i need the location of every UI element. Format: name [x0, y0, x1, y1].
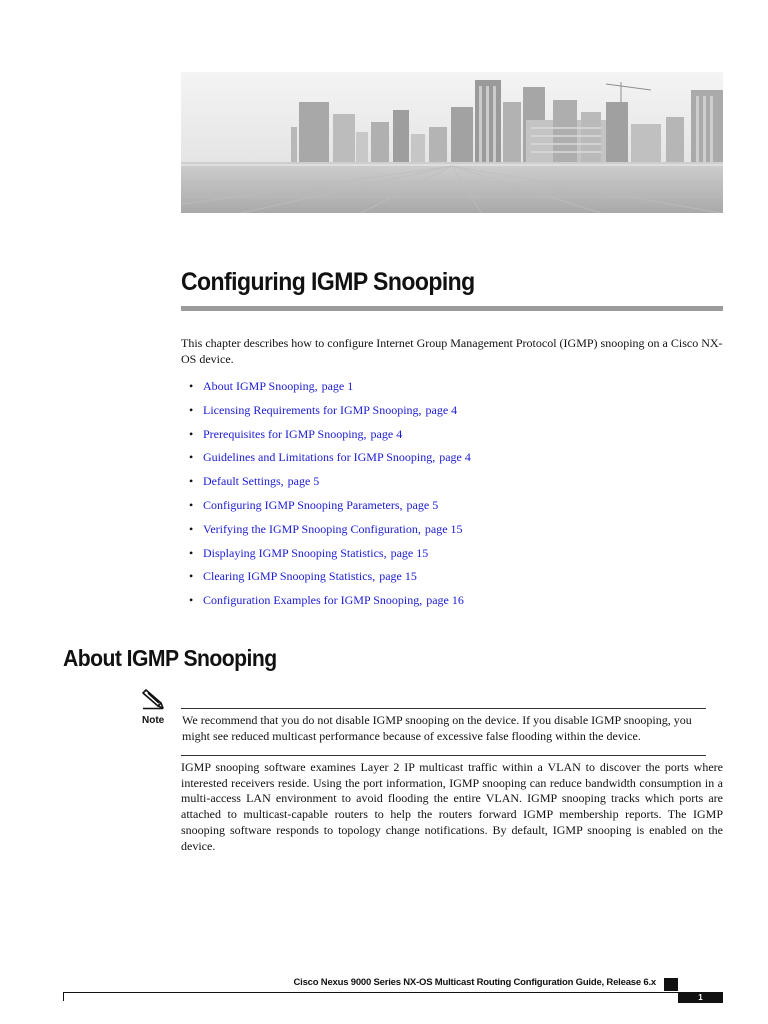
chapter-intro: This chapter describes how to configure Internet Group Management Protocol (IGMP) snooping on a Cisco NX-OS device. — [181, 336, 723, 366]
toc-link-about-igmp-snooping[interactable]: About IGMP Snooping, page 1 — [203, 379, 354, 393]
toc-item — [189, 592, 471, 616]
bullet-icon: • — [189, 450, 194, 465]
bullet-icon: • — [189, 521, 194, 536]
footer-tick — [63, 992, 64, 1001]
toc-link-guidelines-and-limitations[interactable]: Guidelines and Limitations for IGMP Snooping, page 4 — [203, 450, 471, 465]
bullet-icon: • — [189, 402, 194, 417]
note-bottom-divider — [181, 755, 706, 756]
toc-item — [189, 568, 471, 592]
note-top-divider — [181, 708, 706, 709]
section-body-paragraph: IGMP snooping software examines Layer 2 IP multicast traffic within a VLAN to discover the ports where interested receivers reside. Using the port information, IGMP snooping can reduce bandwidth consumption in a multi-access LAN environment to avoid flooding the entire VLAN. IGMP snooping tracks which ports are attached to multicast-capable routers to help the routers forward IGMP membership reports. The IGMP snooping software responds to topology change notifications. By default, IGMP snooping is enabled on the device. — [181, 760, 723, 853]
toc-link-configuration-examples[interactable]: Configuration Examples for IGMP Snooping, page 16 — [203, 593, 464, 608]
toc-item — [189, 378, 471, 402]
toc-item — [189, 497, 471, 521]
section-heading: About IGMP Snooping — [63, 645, 277, 671]
bullet-icon: • — [189, 497, 194, 512]
city-skyline-image — [181, 72, 723, 213]
bullet-icon: • — [189, 426, 194, 441]
bullet-icon: • — [189, 474, 194, 489]
chapter-title: Configuring IGMP Snooping — [181, 268, 475, 296]
toc-link-displaying-statistics[interactable]: Displaying IGMP Snooping Statistics, page 15 — [203, 545, 429, 560]
toc-link-default-settings[interactable]: Default Settings, page 5 — [203, 474, 320, 489]
footer-guide-title: Cisco Nexus 9000 Series NX-OS Multicast Routing Configuration Guide, Release 6.x — [293, 977, 656, 988]
note-label: Note — [142, 715, 165, 726]
footer-marker — [664, 978, 678, 991]
toc-item — [189, 521, 471, 545]
toc-item — [189, 402, 471, 426]
note-text: We recommend that you do not disable IGMP snooping on the device. If you disable IGMP snooping, you might see reduced multicast performance because of excessive false flooding within the device. — [182, 713, 692, 743]
footer-divider — [63, 992, 678, 993]
toc-link-configuring-parameters[interactable]: Configuring IGMP Snooping Parameters, page 5 — [203, 497, 439, 512]
toc-item — [189, 545, 471, 569]
bullet-icon: • — [189, 593, 194, 608]
bullet-icon: • — [189, 569, 194, 584]
toc-item — [189, 426, 471, 450]
bullet-icon: • — [189, 379, 194, 393]
toc-item — [189, 473, 471, 497]
toc-link-licensing-requirements[interactable]: Licensing Requirements for IGMP Snooping, page 4 — [203, 402, 458, 417]
toc-link-prerequisites[interactable]: Prerequisites for IGMP Snooping, page 4 — [203, 426, 403, 441]
page-number: 1 — [678, 992, 723, 1003]
toc-item — [189, 449, 471, 473]
chapter-banner-image — [181, 72, 723, 213]
toc-link-verifying-configuration[interactable]: Verifying the IGMP Snooping Configuration, page 15 — [203, 521, 463, 536]
bullet-icon: • — [189, 545, 194, 560]
title-divider — [181, 306, 723, 311]
pencil-icon — [141, 686, 165, 710]
chapter-toc — [189, 378, 471, 616]
toc-link-clearing-statistics[interactable]: Clearing IGMP Snooping Statistics, page 15 — [203, 569, 417, 584]
